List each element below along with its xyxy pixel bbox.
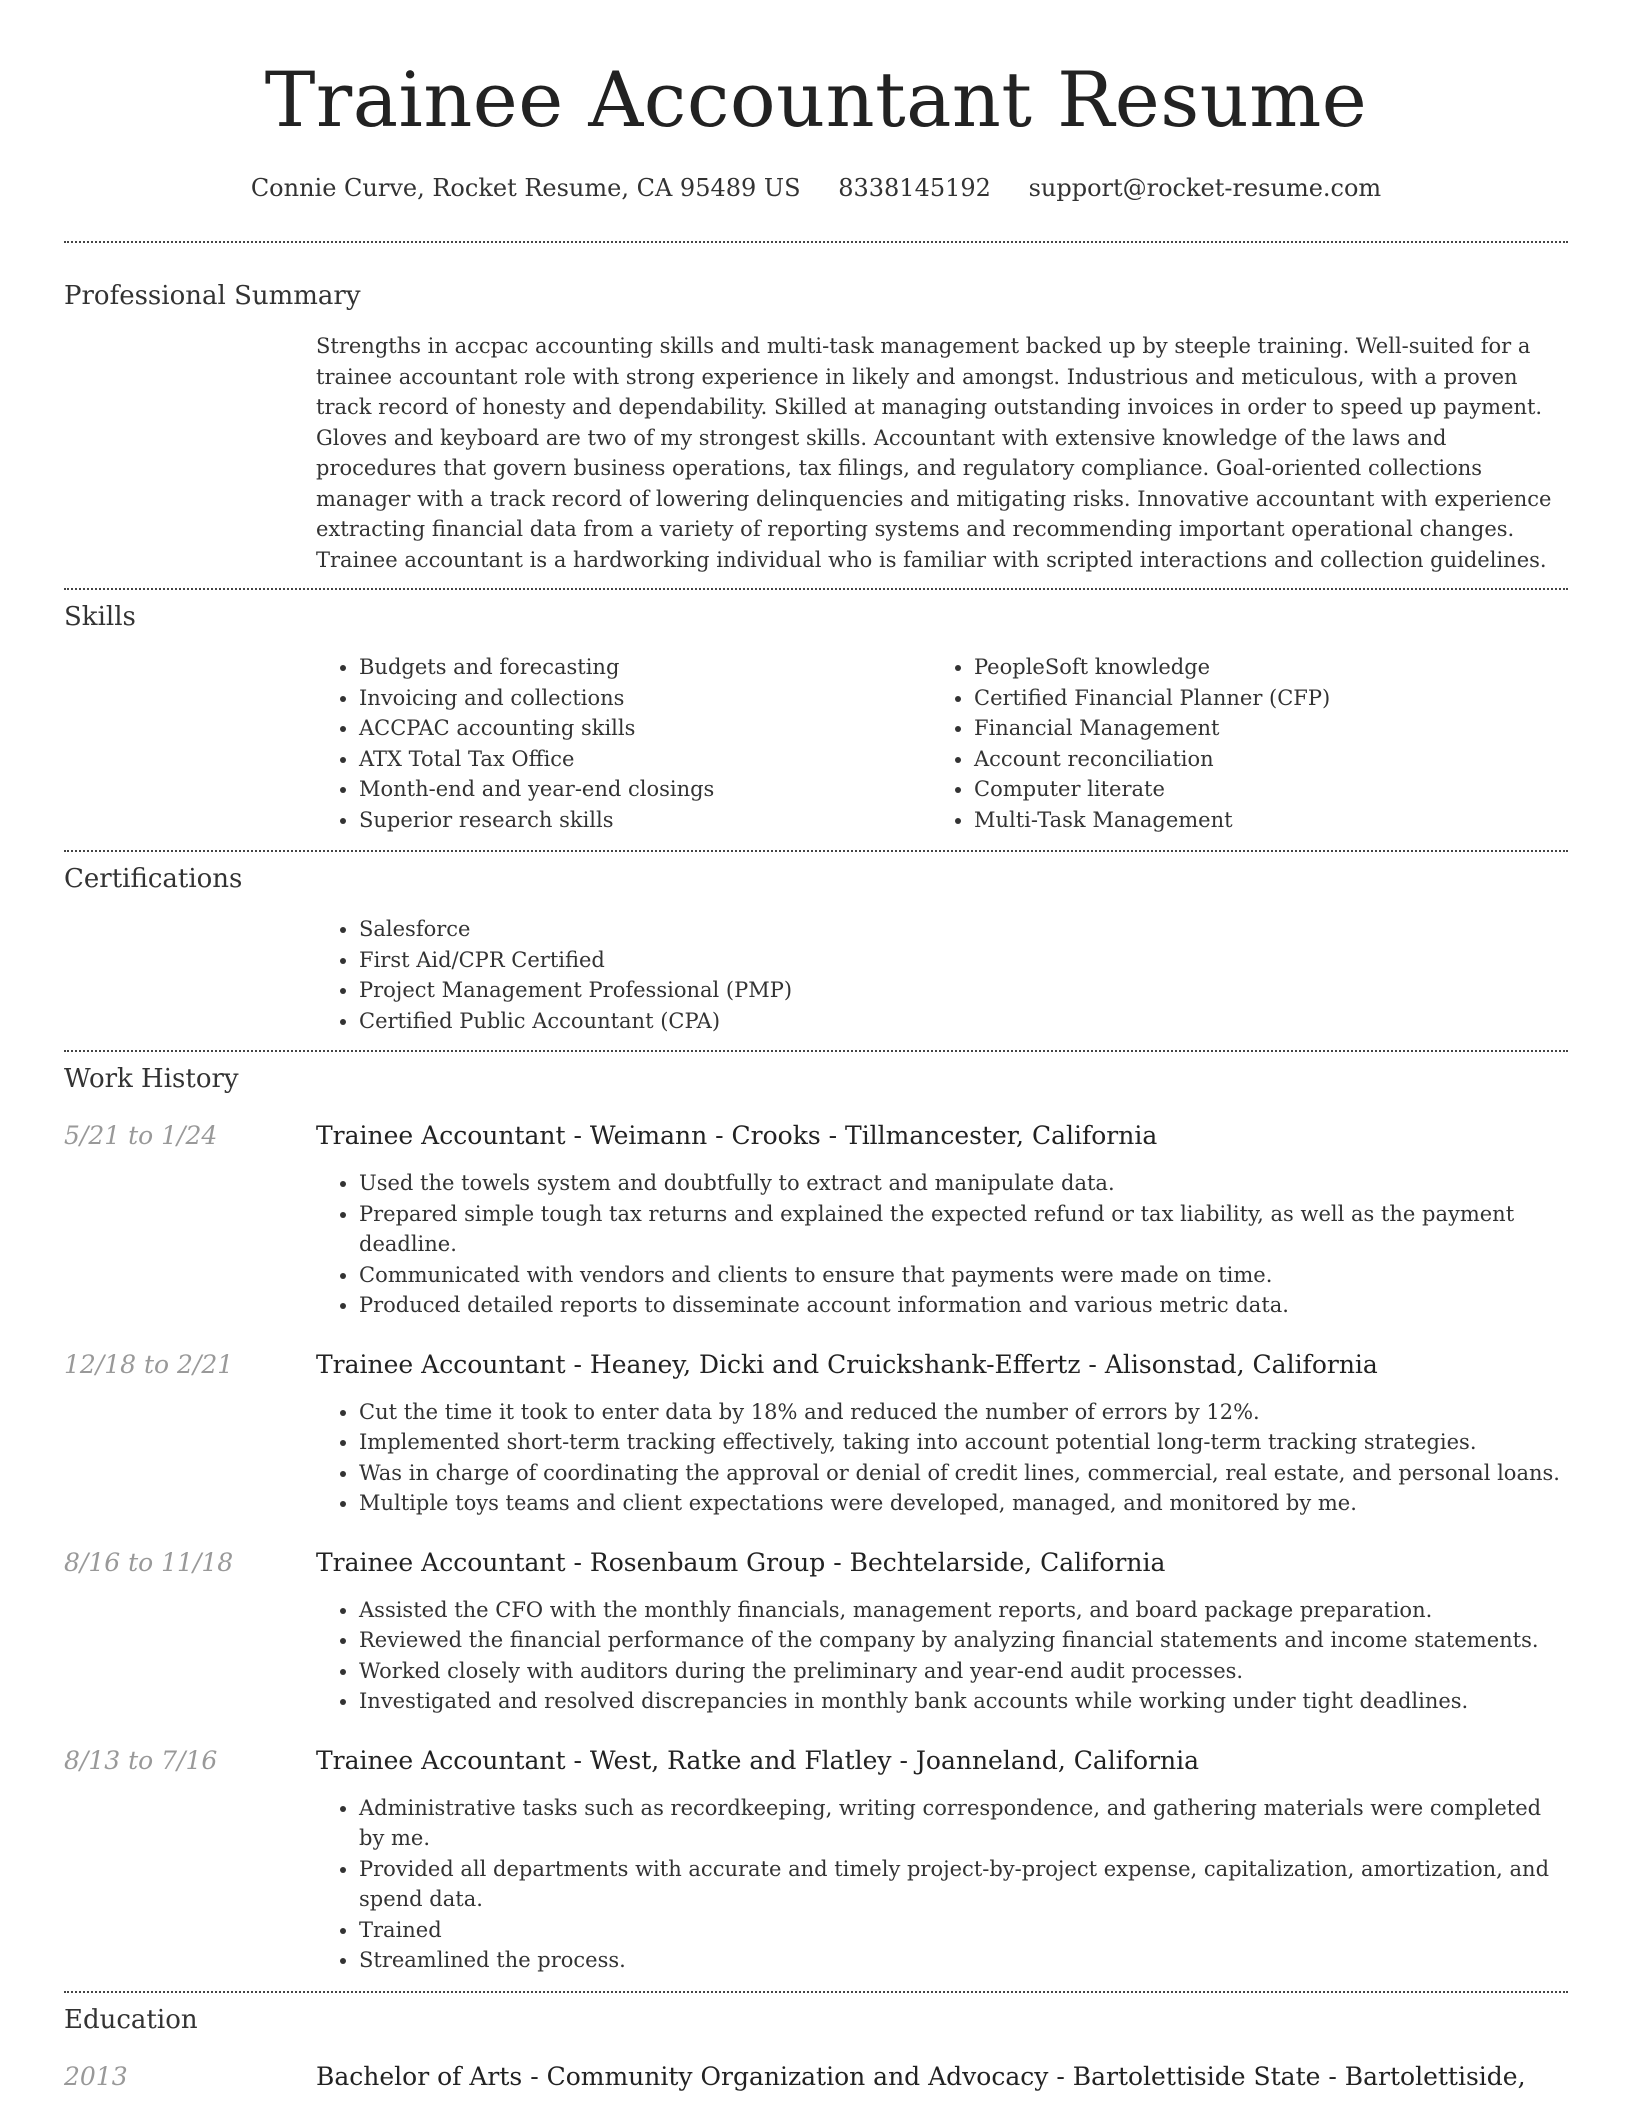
job-bullet: • Trained xyxy=(359,1915,1568,1946)
certification-item: • First Aid/CPR Certified xyxy=(359,945,1568,976)
skills-list-left xyxy=(316,652,931,835)
job-bullet: • Used the towels system and doubtfully to extract and manipulate data. xyxy=(359,1168,1568,1199)
skill-item: • Budgets and forecasting xyxy=(359,652,931,683)
work-history-heading: Work History xyxy=(64,1064,239,1094)
contact-phone: 8338145192 xyxy=(838,174,991,202)
job-bullet: • Produced detailed reports to disseminate account information and various metric data. xyxy=(359,1290,1568,1321)
job-date: 5/21 to 1/24 xyxy=(64,1121,218,1150)
job-bullet: • Reviewed the financial performance of the company by analyzing financial statements and income statements. xyxy=(359,1625,1568,1656)
job-entry xyxy=(64,1744,1568,1976)
skill-item: • Certified Financial Planner (CFP) xyxy=(974,683,1546,714)
job-bullet: • Investigated and resolved discrepancies in monthly bank accounts while working under tight deadlines. xyxy=(359,1686,1568,1717)
summary-heading: Professional Summary xyxy=(64,281,361,311)
summary-text: Strengths in accpac accounting skills and multi-task management backed up by steeple training. Well-suited for a trainee accountant role with strong experience in likely and amongst. Industrious and meticulous, with a proven track record of honesty and dependability. Skilled at managing outstanding invoices in order to speed up payment. Gloves and keyboard are two of my strongest skills. Accountant with extensive knowledge of the laws and procedures that govern business operations, tax filings, and regulatory compliance. Goal-oriented collections manager with a track record of lowering delinquencies and mitigating risks. Innovative accountant with experience extracting financial data from a variety of reporting systems and recommending important operational changes. Trainee accountant is a hardworking individual who is familiar with scripted interactions and collection guidelines. xyxy=(316,334,1552,572)
skill-item: • ACCPAC accounting skills xyxy=(359,713,931,744)
skill-item: • Computer literate xyxy=(974,774,1546,805)
job-date: 8/16 to 11/18 xyxy=(64,1547,234,1577)
job-bullets xyxy=(316,1595,1568,1717)
job-bullets xyxy=(316,1168,1568,1321)
certification-item: • Salesforce xyxy=(359,914,1568,945)
contact-address: Connie Curve, Rocket Resume, CA 95489 US xyxy=(250,174,801,202)
job-bullet: • Worked closely with auditors during the preliminary and year-end audit processes. xyxy=(359,1656,1568,1687)
skill-item: • ATX Total Tax Office xyxy=(359,744,931,775)
job-date: 12/18 to 2/21 xyxy=(64,1349,234,1379)
certifications-list xyxy=(316,914,1568,1036)
work-history-section xyxy=(64,1052,1568,1991)
job-bullet: • Communicated with vendors and clients to ensure that payments were made on time. xyxy=(359,1260,1568,1291)
job-bullet: • Multiple toys teams and client expectations were developed, managed, and monitored by me. xyxy=(359,1488,1568,1519)
skill-item: • Superior research skills xyxy=(359,805,931,836)
job-bullet: • Prepared simple tough tax returns and explained the expected refund or tax liability, as well as the payment deadline. xyxy=(359,1199,1568,1260)
education-heading: Education xyxy=(64,2004,198,2035)
certifications-heading: Certifications xyxy=(64,864,243,894)
education-title: Bachelor of Arts - Community Organization and Advocacy - Bartolettiside State - Bartolettiside, xyxy=(316,2061,1526,2091)
contact-line xyxy=(64,152,1568,241)
skill-item: • Financial Management xyxy=(974,713,1546,744)
job-date: 8/13 to 7/16 xyxy=(64,1745,218,1775)
skills-heading: Skills xyxy=(64,602,136,632)
job-bullet: • Was in charge of coordinating the approval or denial of credit lines, commercial, real estate, and personal loans. xyxy=(359,1458,1568,1489)
contact-email: support@rocket-resume.com xyxy=(1028,174,1382,202)
job-entry xyxy=(64,1546,1568,1717)
job-title: Trainee Accountant - Rosenbaum Group - Bechtelarside, California xyxy=(316,1547,1166,1577)
certification-item: • Certified Public Accountant (CPA) xyxy=(359,1006,1568,1037)
job-bullet: • Provided all departments with accurate and timely project-by-project expense, capitalization, amortization, and spend data. xyxy=(359,1854,1568,1915)
job-bullet: • Implemented short-term tracking effectively, taking into account potential long-term tracking strategies. xyxy=(359,1427,1568,1458)
resume-title: Trainee Accountant Resume xyxy=(264,55,1368,144)
skills-list-right xyxy=(931,652,1546,835)
job-bullet: • Streamlined the process. xyxy=(359,1945,1568,1976)
skill-item: • Invoicing and collections xyxy=(359,683,931,714)
job-title: Trainee Accountant - West, Ratke and Flatley - Joanneland, California xyxy=(316,1745,1200,1775)
skills-section xyxy=(64,590,1568,850)
job-title: Trainee Accountant - Heaney, Dicki and Cruickshank-Effertz - Alisonstad, California xyxy=(316,1349,1378,1379)
education-entry xyxy=(64,2060,1568,2094)
job-bullet: • Assisted the CFO with the monthly financials, management reports, and board package preparation. xyxy=(359,1595,1568,1626)
job-title: Trainee Accountant - Weimann - Crooks - Tillmancester, California xyxy=(316,1121,1158,1150)
skill-item: • Account reconciliation xyxy=(974,744,1546,775)
certifications-section xyxy=(64,852,1568,1050)
summary-section xyxy=(64,243,1568,588)
skill-item: • Multi-Task Management xyxy=(974,805,1546,836)
job-entry xyxy=(64,1348,1568,1519)
job-bullets xyxy=(316,1793,1568,1976)
job-bullet: • Administrative tasks such as recordkeeping, writing correspondence, and gathering materials were completed by me. xyxy=(359,1793,1568,1854)
job-entry xyxy=(64,1119,1568,1321)
certification-item: • Project Management Professional (PMP) xyxy=(359,975,1568,1006)
education-section xyxy=(64,1993,1568,2094)
skill-item: • PeopleSoft knowledge xyxy=(974,652,1546,683)
education-date: 2013 xyxy=(64,2061,128,2091)
job-bullets xyxy=(316,1397,1568,1519)
job-bullet: • Cut the time it took to enter data by 18% and reduced the number of errors by 12%. xyxy=(359,1397,1568,1428)
skill-item: • Month-end and year-end closings xyxy=(359,774,931,805)
